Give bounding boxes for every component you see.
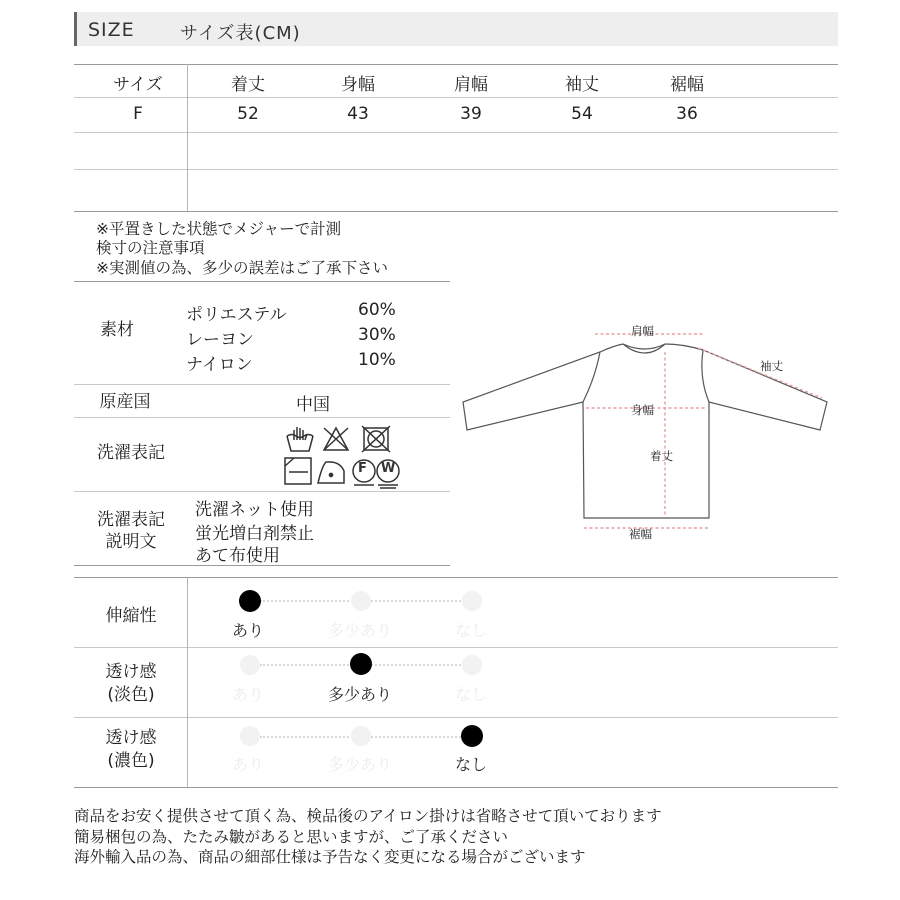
no-bleach-icon — [324, 428, 348, 450]
body-width-label: 身幅 — [631, 403, 654, 417]
material-percent: 10% — [358, 350, 396, 370]
material-percent: 60% — [358, 300, 396, 320]
scale-marker — [351, 591, 371, 611]
scale-option: あり — [231, 621, 264, 640]
hem-label: 裾幅 — [629, 527, 652, 541]
size-table-header: 裾幅 — [670, 75, 704, 95]
scale-option: 多少あり — [327, 621, 392, 640]
scale-label-sub: (淡色) — [107, 685, 155, 705]
scale-option: なし — [454, 685, 487, 704]
iron-low-icon — [318, 462, 344, 483]
size-table-cell: 36 — [676, 104, 698, 124]
line-dry-shade-icon — [285, 458, 311, 484]
care-note-line: 蛍光増白剤禁止 — [195, 524, 314, 544]
scale-label: 透け感 — [105, 728, 157, 748]
size-table-header: 身幅 — [341, 75, 375, 95]
hand-wash-icon — [287, 427, 313, 451]
care-note-line: あて布使用 — [195, 546, 280, 566]
scale-label-sub: (濃色) — [107, 751, 155, 771]
sleeve-label: 袖丈 — [760, 359, 783, 373]
scale-option: あり — [231, 755, 264, 774]
size-table-cell: 43 — [347, 104, 369, 124]
size-table-header: 着丈 — [231, 75, 265, 95]
footer-line: 簡易梱包の為、たたみ皺があると思いますが、ご了承ください — [74, 828, 509, 846]
size-header-bar — [74, 12, 838, 46]
care-note-line: 洗濯ネット使用 — [195, 500, 314, 520]
scale-marker-selected — [461, 725, 483, 747]
length-label: 着丈 — [650, 449, 673, 463]
scale-option: なし — [454, 621, 487, 640]
size-table-header: 袖丈 — [565, 75, 599, 95]
scale-label: 透け感 — [105, 662, 157, 682]
note-line: ※実測値の為、多少の誤差はご了承下さい — [96, 259, 388, 277]
wet-clean-letter: W — [381, 461, 396, 476]
size-table-header: 肩幅 — [454, 75, 488, 95]
no-tumble-dry-icon — [362, 426, 390, 452]
note-line: ※平置きした状態でメジャーで計測 — [96, 220, 342, 238]
scale-marker — [240, 726, 260, 746]
care-label: 洗濯表記 — [97, 443, 165, 463]
garment-diagram — [455, 318, 835, 548]
size-table-cell: F — [133, 104, 143, 124]
origin-value: 中国 — [296, 395, 330, 415]
material-name: ナイロン — [186, 355, 253, 375]
size-header-subtitle: サイズ表(CM) — [180, 23, 301, 44]
material-name: レーヨン — [186, 330, 254, 350]
material-name: ポリエステル — [186, 305, 287, 325]
size-table-cell: 52 — [237, 104, 259, 124]
size-table-cell: 54 — [571, 104, 593, 124]
scale-label: 伸縮性 — [105, 606, 157, 626]
scale-marker-selected — [350, 653, 372, 675]
scale-option: あり — [231, 685, 264, 704]
scale-marker-selected — [239, 590, 261, 612]
care-notes-label: 説明文 — [105, 532, 157, 552]
origin-label: 原産国 — [99, 392, 151, 412]
shoulder-label: 肩幅 — [631, 324, 654, 338]
header-accent — [74, 12, 77, 46]
dry-clean-letter: F — [358, 461, 367, 476]
scale-marker — [462, 655, 482, 675]
care-icons — [284, 424, 400, 490]
size-header-label: SIZE — [88, 19, 135, 41]
footer-line: 海外輸入品の為、商品の細部仕様は予告なく変更になる場合がございます — [74, 848, 586, 866]
material-percent: 30% — [358, 325, 396, 345]
scale-option: なし — [454, 755, 487, 774]
care-notes-label: 洗濯表記 — [97, 510, 165, 530]
scale-marker — [351, 726, 371, 746]
footer-line: 商品をお安く提供させて頂く為、検品後のアイロン掛けは省略させて頂いております — [74, 807, 662, 825]
size-table-header: サイズ — [113, 75, 163, 95]
scale-marker — [240, 655, 260, 675]
scale-option: 多少あり — [327, 755, 392, 774]
scale-marker — [462, 591, 482, 611]
material-label: 素材 — [100, 320, 134, 340]
note-line: 検寸の注意事項 — [96, 239, 205, 257]
size-table-cell: 39 — [460, 104, 482, 124]
scale-option: 多少あり — [327, 685, 392, 704]
